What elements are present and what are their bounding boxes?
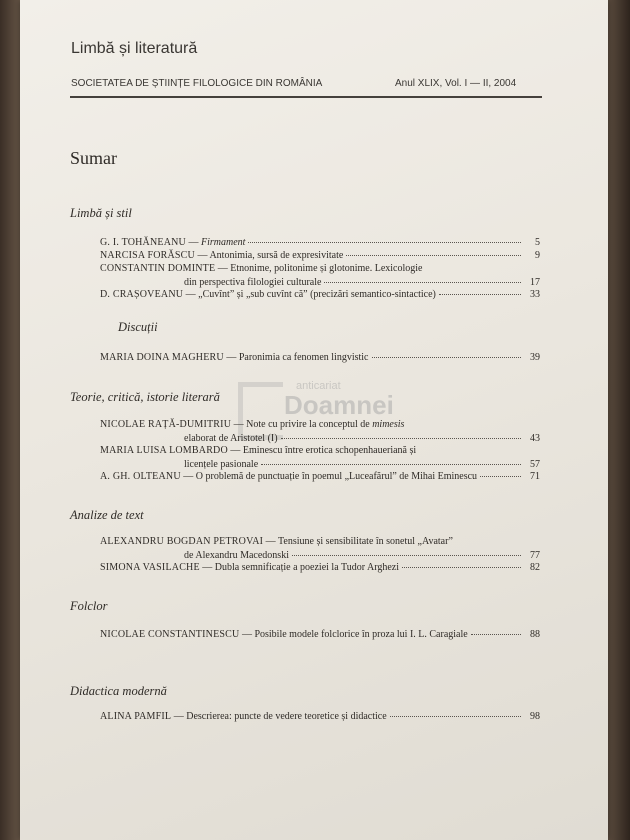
entry-title-italic: mimesis bbox=[372, 419, 405, 430]
entry-author: NARCISA FORĂSCU bbox=[100, 250, 195, 261]
leader-dots bbox=[372, 357, 522, 358]
leader-dots bbox=[390, 716, 521, 717]
section-title: Analize de text bbox=[70, 508, 144, 522]
entry-author: D. CRAȘOVEANU bbox=[100, 289, 184, 300]
entry-author: ALEXANDRU BOGDAN PETROVAI bbox=[100, 536, 264, 547]
entry-dash: — bbox=[231, 419, 247, 430]
entry-title: Dubla semnificație a poeziei la Tudor Arghezi bbox=[214, 562, 400, 573]
entry-dash: — bbox=[180, 471, 196, 482]
entry-author: ALINA PAMFIL bbox=[100, 711, 172, 722]
section-title: Discuții bbox=[118, 320, 158, 334]
section-title: Didactica modernă bbox=[70, 684, 167, 698]
issue-info: Anul XLIX, Vol. I — II, 2004 bbox=[395, 78, 517, 89]
entry-dash: — bbox=[171, 711, 187, 722]
entry-title: Paronimia ca fenomen lingvistic bbox=[238, 352, 369, 363]
leader-dots bbox=[439, 294, 521, 295]
entry-dash: — bbox=[199, 562, 215, 573]
entry-page: 39 bbox=[530, 352, 540, 363]
contents-title: Sumar bbox=[70, 148, 117, 168]
watermark-big-text: Doamnei bbox=[284, 390, 394, 420]
entry-author: SIMONA VASILACHE bbox=[100, 562, 200, 573]
entry-page: 71 bbox=[530, 471, 540, 482]
entry-author: CONSTANTIN DOMINTE bbox=[100, 263, 216, 274]
toc-entry bbox=[100, 263, 540, 289]
entry-title: Antonimia, sursă de expresivitate bbox=[209, 250, 344, 261]
entry-page: 43 bbox=[530, 433, 540, 444]
entry-dash: — bbox=[183, 289, 199, 300]
entry-dash: — bbox=[215, 263, 231, 274]
entry-dash: — bbox=[239, 629, 255, 640]
entry-title: Posibile modele folclorice în proza lui I. L. Caragiale bbox=[254, 629, 468, 640]
toc-entry bbox=[100, 289, 540, 301]
entry-page: 88 bbox=[530, 629, 540, 640]
entry-page: 33 bbox=[530, 289, 540, 300]
toc-entry bbox=[100, 419, 540, 445]
header-divider bbox=[70, 96, 542, 98]
toc-entry bbox=[100, 445, 540, 471]
leader-dots bbox=[480, 476, 521, 477]
entry-page: 9 bbox=[535, 250, 540, 261]
toc-entry bbox=[100, 471, 540, 483]
section-title: Folclor bbox=[70, 599, 108, 613]
entry-title: Descrierea: puncte de vedere teoretice și didactice bbox=[186, 711, 387, 722]
entry-dash: — bbox=[194, 250, 210, 261]
leader-dots bbox=[292, 555, 521, 556]
entry-page: 82 bbox=[530, 562, 540, 573]
entry-title-line2: de Alexandru Macedonski bbox=[184, 550, 289, 561]
entry-title: O problemă de punctuație în poemul „Luceafărul” de Mihai Eminescu bbox=[195, 471, 478, 482]
leader-dots bbox=[324, 282, 521, 283]
entry-dash: — bbox=[185, 237, 201, 248]
entry-title-line1: Tensiune și sensibilitate în sonetul „Avatar” bbox=[277, 536, 453, 547]
entry-author: NICOLAE CONSTANTINESCU bbox=[100, 629, 240, 640]
watermark-small-text: anticariat bbox=[296, 380, 341, 392]
document-page bbox=[20, 0, 608, 840]
entry-title-line2: licențele pasionale bbox=[184, 459, 259, 470]
journal-title: Limbă și literatură bbox=[71, 40, 198, 57]
leader-dots bbox=[281, 438, 521, 439]
entry-title-line1: Eminescu între erotica schopenhaueriană și bbox=[242, 445, 417, 456]
entry-page: 77 bbox=[530, 550, 540, 561]
section-title: Teorie, critică, istorie literară bbox=[70, 390, 220, 404]
entry-title-line2: din perspectiva filologiei culturale bbox=[184, 277, 322, 288]
entry-dash: — bbox=[227, 445, 243, 456]
toc-entry bbox=[100, 562, 540, 574]
entry-page: 98 bbox=[530, 711, 540, 722]
entry-dash: — bbox=[223, 352, 239, 363]
entry-title-line1: Note cu privire la conceptul de bbox=[246, 419, 370, 430]
entry-author: MARIA DOINA MAGHERU bbox=[100, 352, 224, 363]
leader-dots bbox=[248, 242, 521, 243]
entry-title-line2: elaborat de Aristotel (I) bbox=[184, 433, 278, 444]
background-left bbox=[0, 0, 22, 840]
entry-page: 57 bbox=[530, 459, 540, 470]
entry-author: MARIA LUISA LOMBARDO bbox=[100, 445, 228, 456]
entry-title-line1: Etnonime, politonime și glotonime. Lexicologie bbox=[230, 263, 423, 274]
entry-title: „Cuvînt” și „sub cuvînt că” (precizări semantico-sintactice) bbox=[198, 289, 436, 300]
toc-entry bbox=[100, 352, 540, 364]
toc-entry bbox=[100, 629, 540, 641]
toc-entry bbox=[100, 250, 540, 262]
entry-author: NICOLAE RAȚĂ-DUMITRIU bbox=[100, 419, 232, 430]
entry-dash: — bbox=[263, 536, 278, 547]
toc-entry bbox=[100, 536, 540, 562]
leader-dots bbox=[346, 255, 521, 256]
entry-author: A. GH. OLTEANU bbox=[100, 471, 181, 482]
society-name: SOCIETATEA DE ȘTIINȚE FILOLOGICE DIN ROMÂNIA bbox=[71, 78, 323, 89]
section-title: Limbă și stil bbox=[70, 206, 132, 220]
leader-dots bbox=[402, 567, 521, 568]
leader-dots bbox=[261, 464, 521, 465]
entry-page: 5 bbox=[535, 237, 540, 248]
leader-dots bbox=[471, 634, 521, 635]
toc-entry bbox=[100, 237, 540, 249]
entry-title: Firmament bbox=[200, 237, 246, 248]
entry-author: G. I. TOHĂNEANU bbox=[100, 237, 186, 248]
entry-page: 17 bbox=[530, 277, 540, 288]
toc-entry bbox=[100, 711, 540, 723]
